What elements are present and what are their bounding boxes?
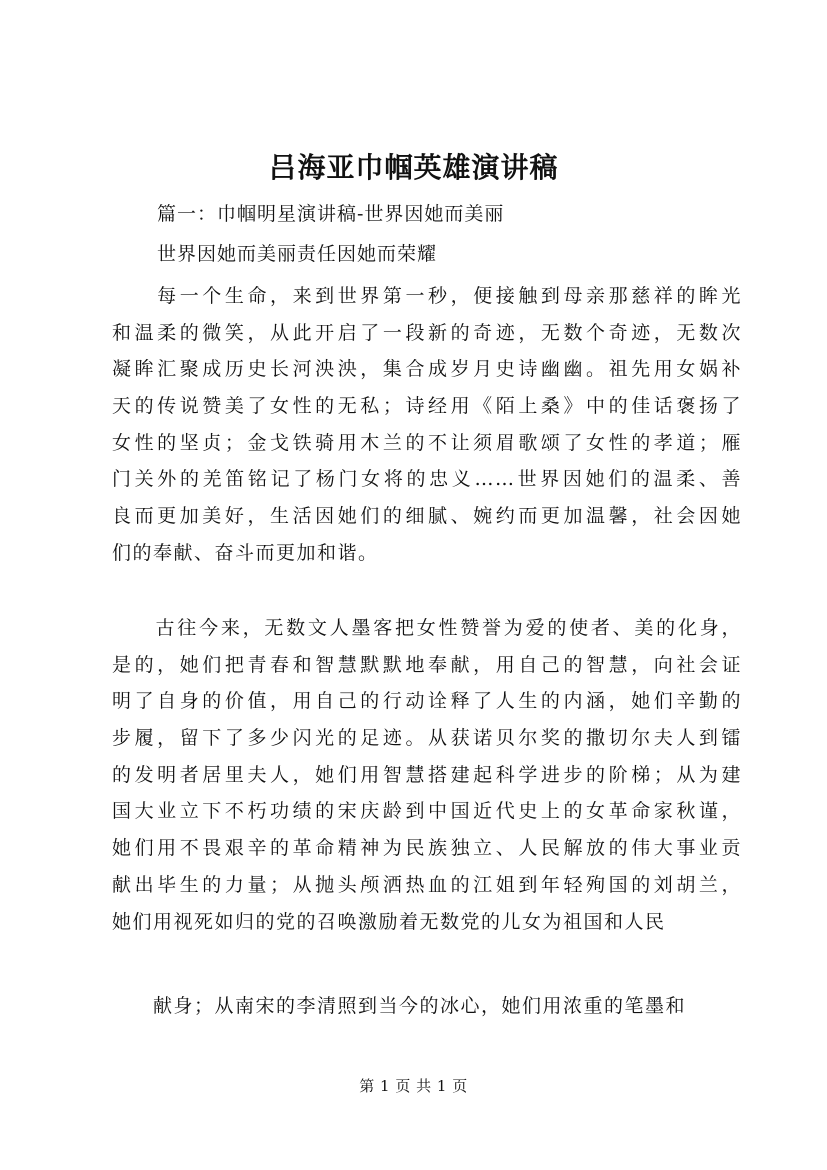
page-footer: 第 1 页 共 1 页 [359,1077,468,1095]
section-heading: 篇一：巾帼明星演讲稿-世界因她而美丽 [157,203,505,225]
paragraph-line: 良而更加美好，生活因她们的细腻、婉约而更加温馨，社会因她 [112,505,742,528]
paragraph-line: 国大业立下不朽功绩的宋庆龄到中国近代史上的女革命家秋谨， [112,800,742,823]
paragraph-line: 步履，留下了多少闪光的足迹。从获诺贝尔奖的撒切尔夫人到镭 [112,727,742,750]
paragraph-line: 每一个生命，来到世界第一秒，便接触到母亲那慈祥的眸光 [112,285,742,307]
paragraph-line: 们的奉献、奋斗而更加和谐。 [112,541,379,564]
paragraph-line: 她们用不畏艰辛的革命精神为民族独立、人民解放的伟大事业贡 [112,837,742,860]
paragraph-line: 和温柔的微笑，从此开启了一段新的奇迹，无数个奇迹，无数次 [112,321,742,344]
paragraph-line: 明了自身的价值，用自己的行动诠释了人生的内涵，她们辛勤的 [112,690,742,713]
paragraph-line: 古往今来，无数文人墨客把女性赞誉为爱的使者、美的化身， [112,617,742,639]
paragraph-line: 天的传说赞美了女性的无私；诗经用《陌上桑》中的佳话褒扬了 [112,395,742,418]
section-subheading: 世界因她而美丽责任因她而荣耀 [157,243,438,265]
paragraph-line: 门关外的羌笛铭记了杨门女将的忠义……世界因她们的温柔、善 [112,468,742,491]
paragraph-3 [112,988,742,1025]
paragraph-2 [112,610,742,940]
page-title: 吕海亚巾帼英雄演讲稿 [268,151,559,184]
paragraph-line: 的发明者居里夫人，她们用智慧搭建起科学进步的阶梯；从为建 [112,763,742,786]
paragraph-line: 她们用视死如归的党的召唤激励着无数党的儿女为祖国和人民 [112,910,666,933]
paragraph-line: 女性的坚贞；金戈铁骑用木兰的不让须眉歌颂了女性的孝道；雁 [112,431,742,454]
paragraph-1 [112,278,742,572]
paragraph-line: 献身；从南宋的李清照到当今的冰心，她们用浓重的笔墨和 [112,995,687,1017]
paragraph-line: 献出毕生的力量；从抛头颅洒热血的江姐到年轻殉国的刘胡兰， [112,873,742,896]
paragraph-line: 凝眸汇聚成历史长河泱泱，集合成岁月史诗幽幽。祖先用女娲补 [112,358,742,381]
paragraph-line: 是的，她们把青春和智慧默默地奉献，用自己的智慧，向社会证 [112,653,742,676]
